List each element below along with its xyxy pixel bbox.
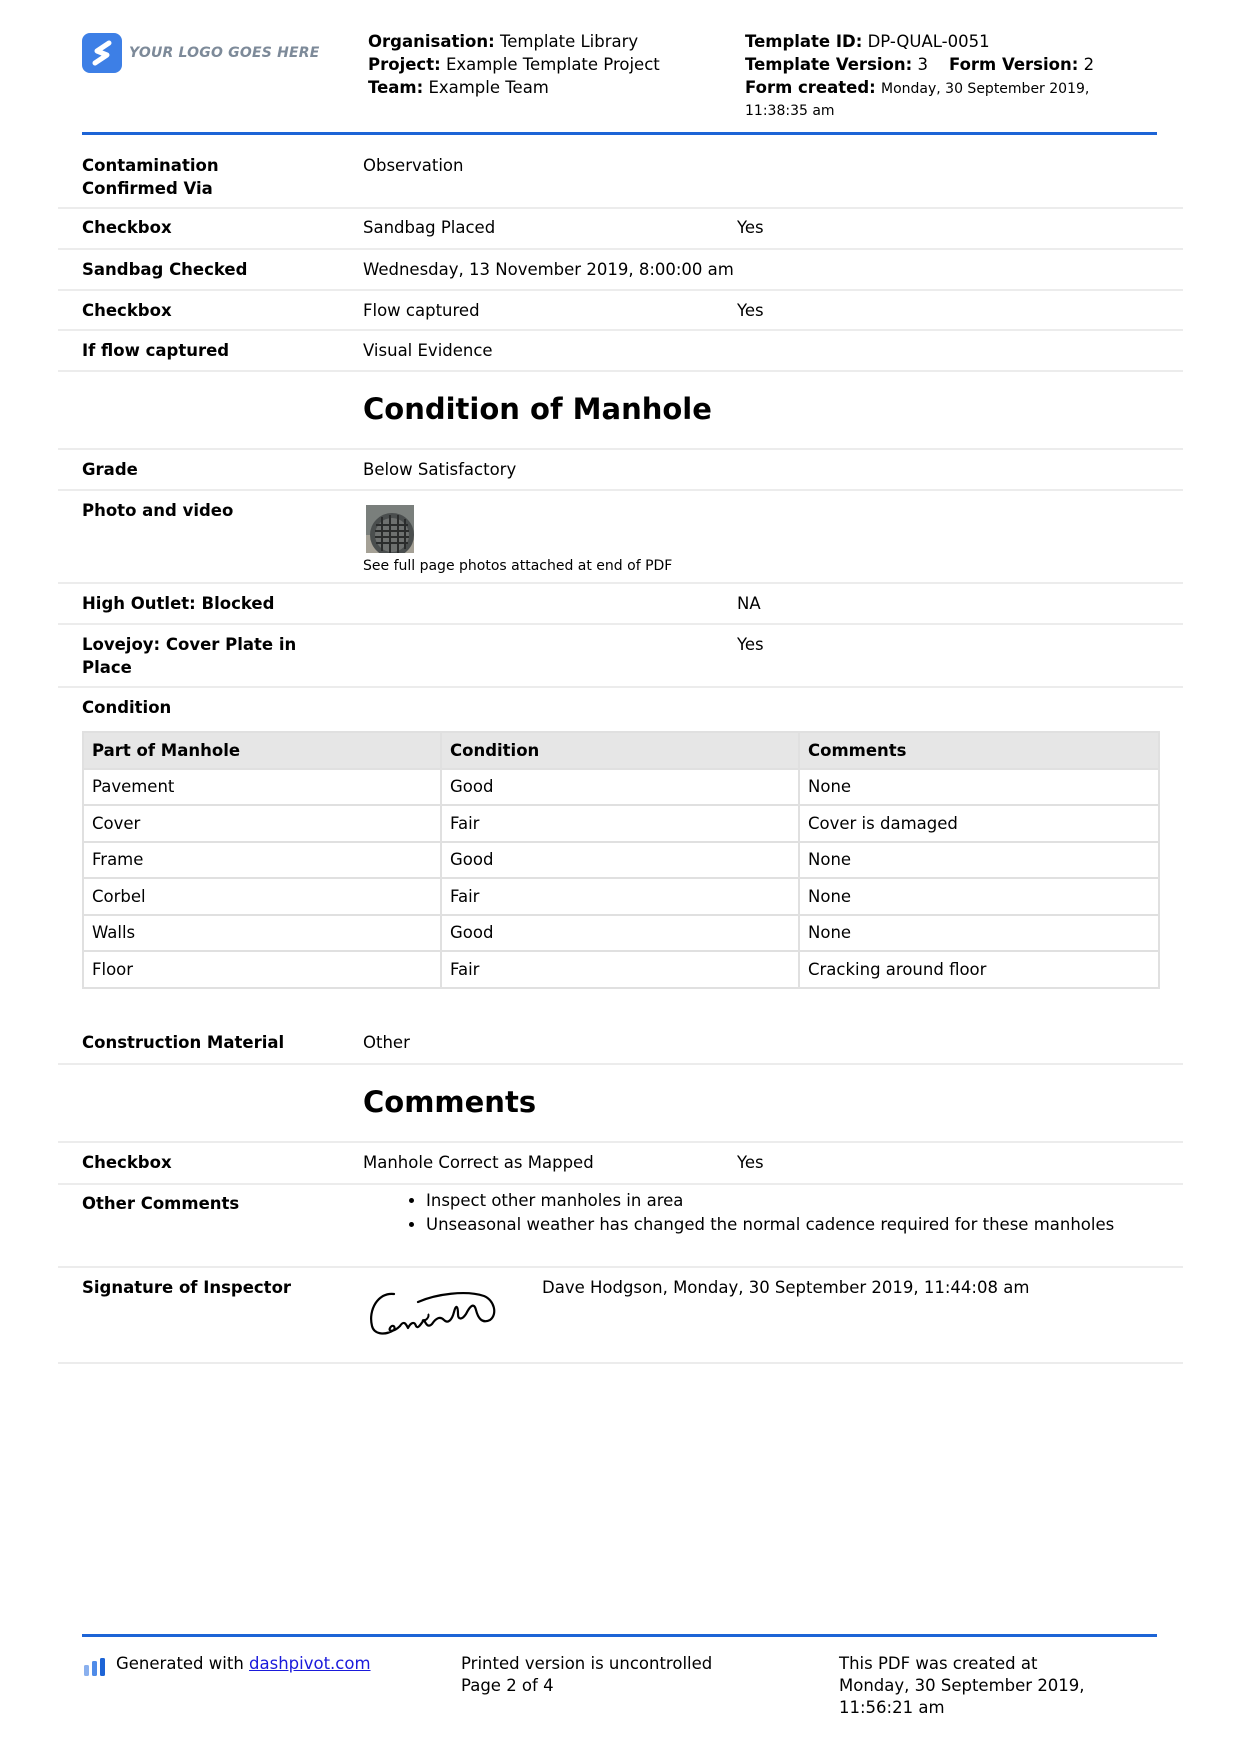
row-checkbox-flow — [58, 291, 1183, 331]
table-header-comments: Comments — [799, 732, 1159, 769]
footer-divider — [82, 1634, 1157, 1637]
list-item: • Inspect other manholes in area — [426, 1189, 1114, 1213]
material-label: Construction Material — [82, 1033, 285, 1052]
footer-generated: Generated with dashpivot.com — [116, 1654, 371, 1673]
table-cell: Good — [441, 915, 799, 952]
table-cell: Cover is damaged — [799, 805, 1159, 842]
material-value: Other — [363, 1033, 410, 1052]
checkbox1-answer: Yes — [737, 218, 764, 237]
table-cell: Frame — [83, 842, 441, 879]
list-item: • Unseasonal weather has changed the normal cadence required for these manholes — [426, 1213, 1114, 1237]
footer-uncontrolled: Printed version is uncontrolled — [461, 1654, 713, 1673]
section-title-comments: Comments — [363, 1085, 537, 1119]
table-row — [83, 805, 1159, 842]
checkbox1-label: Checkbox — [82, 218, 172, 237]
header-form-created: Form created: Monday, 30 September 2019, — [745, 78, 1090, 97]
footer-created-1: This PDF was created at — [839, 1654, 1038, 1673]
table-header-part: Part of Manhole — [83, 732, 441, 769]
photo-label: Photo and video — [82, 501, 234, 520]
table-cell: Corbel — [83, 878, 441, 915]
footer-created-3: 11:56:21 am — [839, 1698, 945, 1717]
checkbox2-label: Checkbox — [82, 301, 172, 320]
table-cell: Good — [441, 842, 799, 879]
condition-table — [82, 731, 1160, 989]
high-outlet-label: High Outlet: Blocked — [82, 594, 275, 613]
footer-created-2: Monday, 30 September 2019, — [839, 1676, 1085, 1695]
sandbag-checked-value: Wednesday, 13 November 2019, 8:00:00 am — [363, 260, 734, 279]
table-row — [83, 915, 1159, 952]
lovejoy-value: Yes — [737, 635, 764, 654]
photo-caption: See full page photos attached at end of PDF — [363, 558, 673, 574]
logo-text: YOUR LOGO GOES HERE — [129, 45, 320, 61]
header-form-created-time: 11:38:35 am — [745, 103, 835, 119]
table-header-row — [83, 732, 1159, 769]
checkbox3-answer: Yes — [737, 1153, 764, 1172]
table-cell: Good — [441, 769, 799, 806]
signature-text: Dave Hodgson, Monday, 30 September 2019, 11:44:08 am — [542, 1278, 1030, 1297]
header-template-id: Template ID: DP-QUAL-0051 — [745, 32, 990, 51]
manhole-photo[interactable] — [366, 505, 414, 553]
lovejoy-label: Lovejoy: Cover Plate in Place — [82, 635, 297, 677]
grade-label: Grade — [82, 460, 138, 479]
checkbox2-value: Flow captured — [363, 301, 480, 320]
sandbag-checked-label: Sandbag Checked — [82, 260, 248, 279]
table-cell: None — [799, 915, 1159, 952]
condition-label: Condition — [82, 698, 172, 717]
table-row — [83, 878, 1159, 915]
other-comments-label: Other Comments — [82, 1194, 240, 1213]
table-cell: None — [799, 769, 1159, 806]
table-row — [83, 951, 1159, 988]
section-condition-header — [58, 372, 1183, 450]
table-cell: Floor — [83, 951, 441, 988]
table-cell: None — [799, 842, 1159, 879]
table-header-condition: Condition — [441, 732, 799, 769]
flow-captured-label: If flow captured — [82, 341, 230, 360]
row-lovejoy — [58, 625, 1183, 688]
grade-value: Below Satisfactory — [363, 460, 517, 479]
row-sandbag-checked — [58, 250, 1183, 291]
checkbox2-answer: Yes — [737, 301, 764, 320]
table-cell: Cover — [83, 805, 441, 842]
table-cell: Fair — [441, 878, 799, 915]
table-cell: Fair — [441, 951, 799, 988]
row-signature — [58, 1268, 1183, 1364]
header-divider — [82, 132, 1157, 135]
header-team: Team: Example Team — [368, 78, 549, 97]
header-organisation: Organisation: Template Library — [368, 32, 639, 51]
signature-label: Signature of Inspector — [82, 1278, 292, 1297]
row-construction-material — [58, 1024, 1183, 1065]
row-checkbox-mapped — [58, 1143, 1183, 1185]
bar-chart-icon — [84, 1658, 106, 1680]
dashpivot-link[interactable]: dashpivot.com — [249, 1654, 371, 1673]
contamination-label: Contamination Confirmed Via — [82, 156, 219, 198]
header-versions: Template Version: 3 Form Version: 2 — [745, 55, 1095, 74]
row-contamination — [58, 152, 1183, 209]
table-row — [83, 769, 1159, 806]
table-cell: Fair — [441, 805, 799, 842]
checkbox1-value: Sandbag Placed — [363, 218, 496, 237]
table-cell: Walls — [83, 915, 441, 952]
row-grade — [58, 450, 1183, 491]
other-comments-list — [400, 1189, 1114, 1237]
header-project: Project: Example Template Project — [368, 55, 660, 74]
checkbox3-label: Checkbox — [82, 1153, 172, 1172]
logo-mark-icon — [82, 33, 122, 73]
signature-image — [366, 1280, 501, 1346]
flow-captured-value: Visual Evidence — [363, 341, 493, 360]
row-high-outlet — [58, 584, 1183, 625]
contamination-value: Observation — [363, 156, 464, 175]
section-title-condition: Condition of Manhole — [363, 392, 712, 426]
high-outlet-value: NA — [737, 594, 761, 613]
checkbox3-value: Manhole Correct as Mapped — [363, 1153, 594, 1172]
table-cell: Pavement — [83, 769, 441, 806]
footer-page-number: Page 2 of 4 — [461, 1676, 554, 1695]
table-row — [83, 842, 1159, 879]
table-cell: Cracking around floor — [799, 951, 1159, 988]
row-flow-captured — [58, 331, 1183, 372]
section-comments-header — [58, 1065, 1183, 1143]
row-checkbox-sandbag — [58, 209, 1183, 250]
table-cell: None — [799, 878, 1159, 915]
